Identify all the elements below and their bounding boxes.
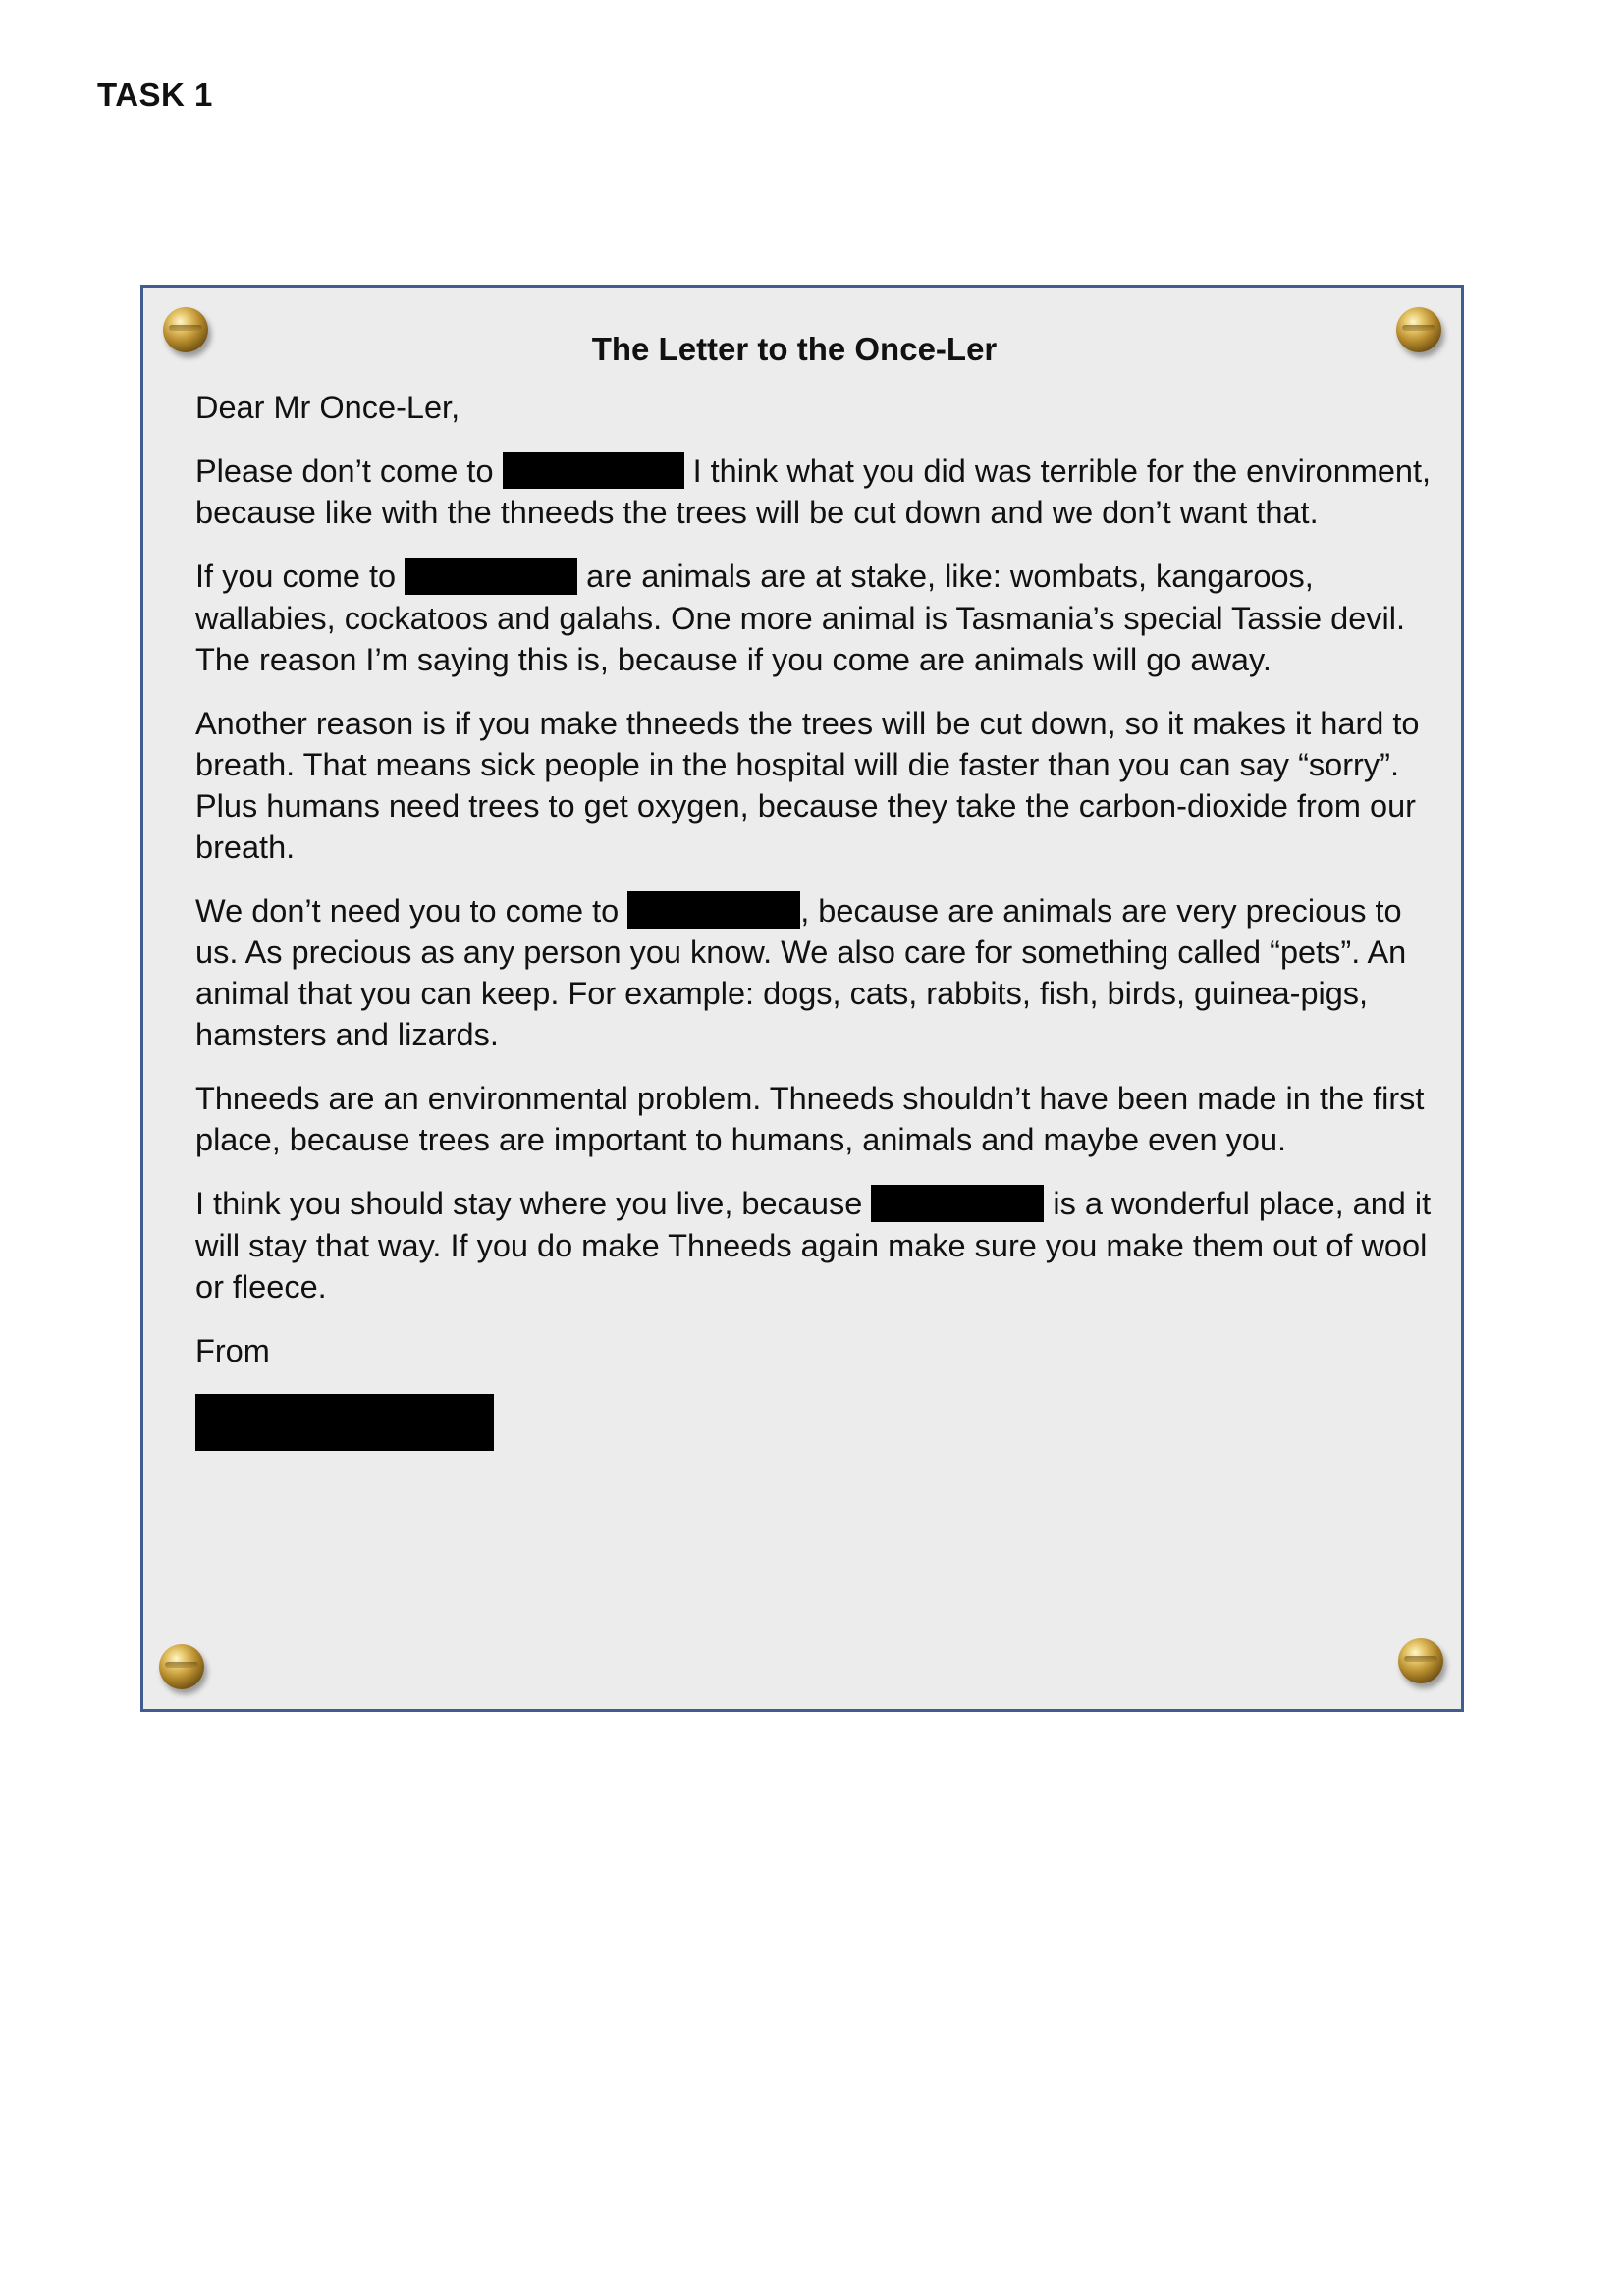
paragraph-1-end: I think what you did was terrible for the environment, because like with the thneeds the trees will be cut down and we don’t want that. bbox=[195, 454, 1432, 531]
salutation: Dear Mr Once-Ler, bbox=[195, 390, 460, 425]
paragraph-5: Thneeds are an environmental problem. Thneeds shouldn’t have been made in the first place, because trees are important to humans, animals and maybe even you. bbox=[195, 1081, 1425, 1158]
closing: From bbox=[195, 1332, 270, 1368]
letter-title: The Letter to the Once-Ler bbox=[591, 331, 998, 367]
task-label: TASK 1 bbox=[97, 77, 213, 113]
bottom-right-screw-icon bbox=[1398, 1638, 1443, 1683]
redacted-signature bbox=[195, 1394, 494, 1451]
letter-plaque bbox=[140, 285, 1464, 1712]
paragraph-1 bbox=[195, 451, 1433, 533]
paragraph-2-end: are animals are at stake, like: wombats, kangaroos, wallabies, cockatoos and galahs. One more animal is Tasmania’s special Tassie devil. The reason I’m saying this is, because if you come are animals will go away. bbox=[195, 559, 1406, 677]
paragraph-4-end: , because are animals are very precious to us. As precious as any person you know. We also care for something called “pets”. An animal that you can keep. For example: dogs, cats, rabbits, fish, birds, guinea-pigs, hamsters and lizards. bbox=[195, 892, 1407, 1053]
redacted-place-3 bbox=[627, 891, 800, 929]
letter-body bbox=[195, 329, 1433, 1451]
paragraph-1-start: Please don’t come to bbox=[195, 454, 503, 489]
redacted-place-4 bbox=[871, 1185, 1044, 1222]
paragraph-2 bbox=[195, 556, 1433, 679]
paragraph-4-start: We don’t need you to come to bbox=[195, 892, 628, 929]
bottom-left-screw-icon bbox=[159, 1644, 204, 1689]
paragraph-3: Another reason is if you make thneeds the trees will be cut down, so it makes it hard to breath. That means sick people in the hospital will die faster than you can say “sorry”. Plus humans need trees to get oxygen, because they take the carbon-dioxide from our breath. bbox=[195, 705, 1420, 865]
paragraph-6 bbox=[195, 1183, 1433, 1307]
paragraph-4 bbox=[195, 890, 1433, 1055]
paragraph-6-end: is a wonderful place, and it will stay that way. If you do make Thneeds again make sure you make them out of wool or fleece. bbox=[195, 1186, 1432, 1305]
paragraph-2-start: If you come to bbox=[195, 559, 406, 595]
redacted-place-1 bbox=[503, 452, 684, 489]
redacted-place-2 bbox=[405, 558, 577, 595]
paragraph-6-start: I think you should stay where you live, because bbox=[195, 1186, 872, 1222]
